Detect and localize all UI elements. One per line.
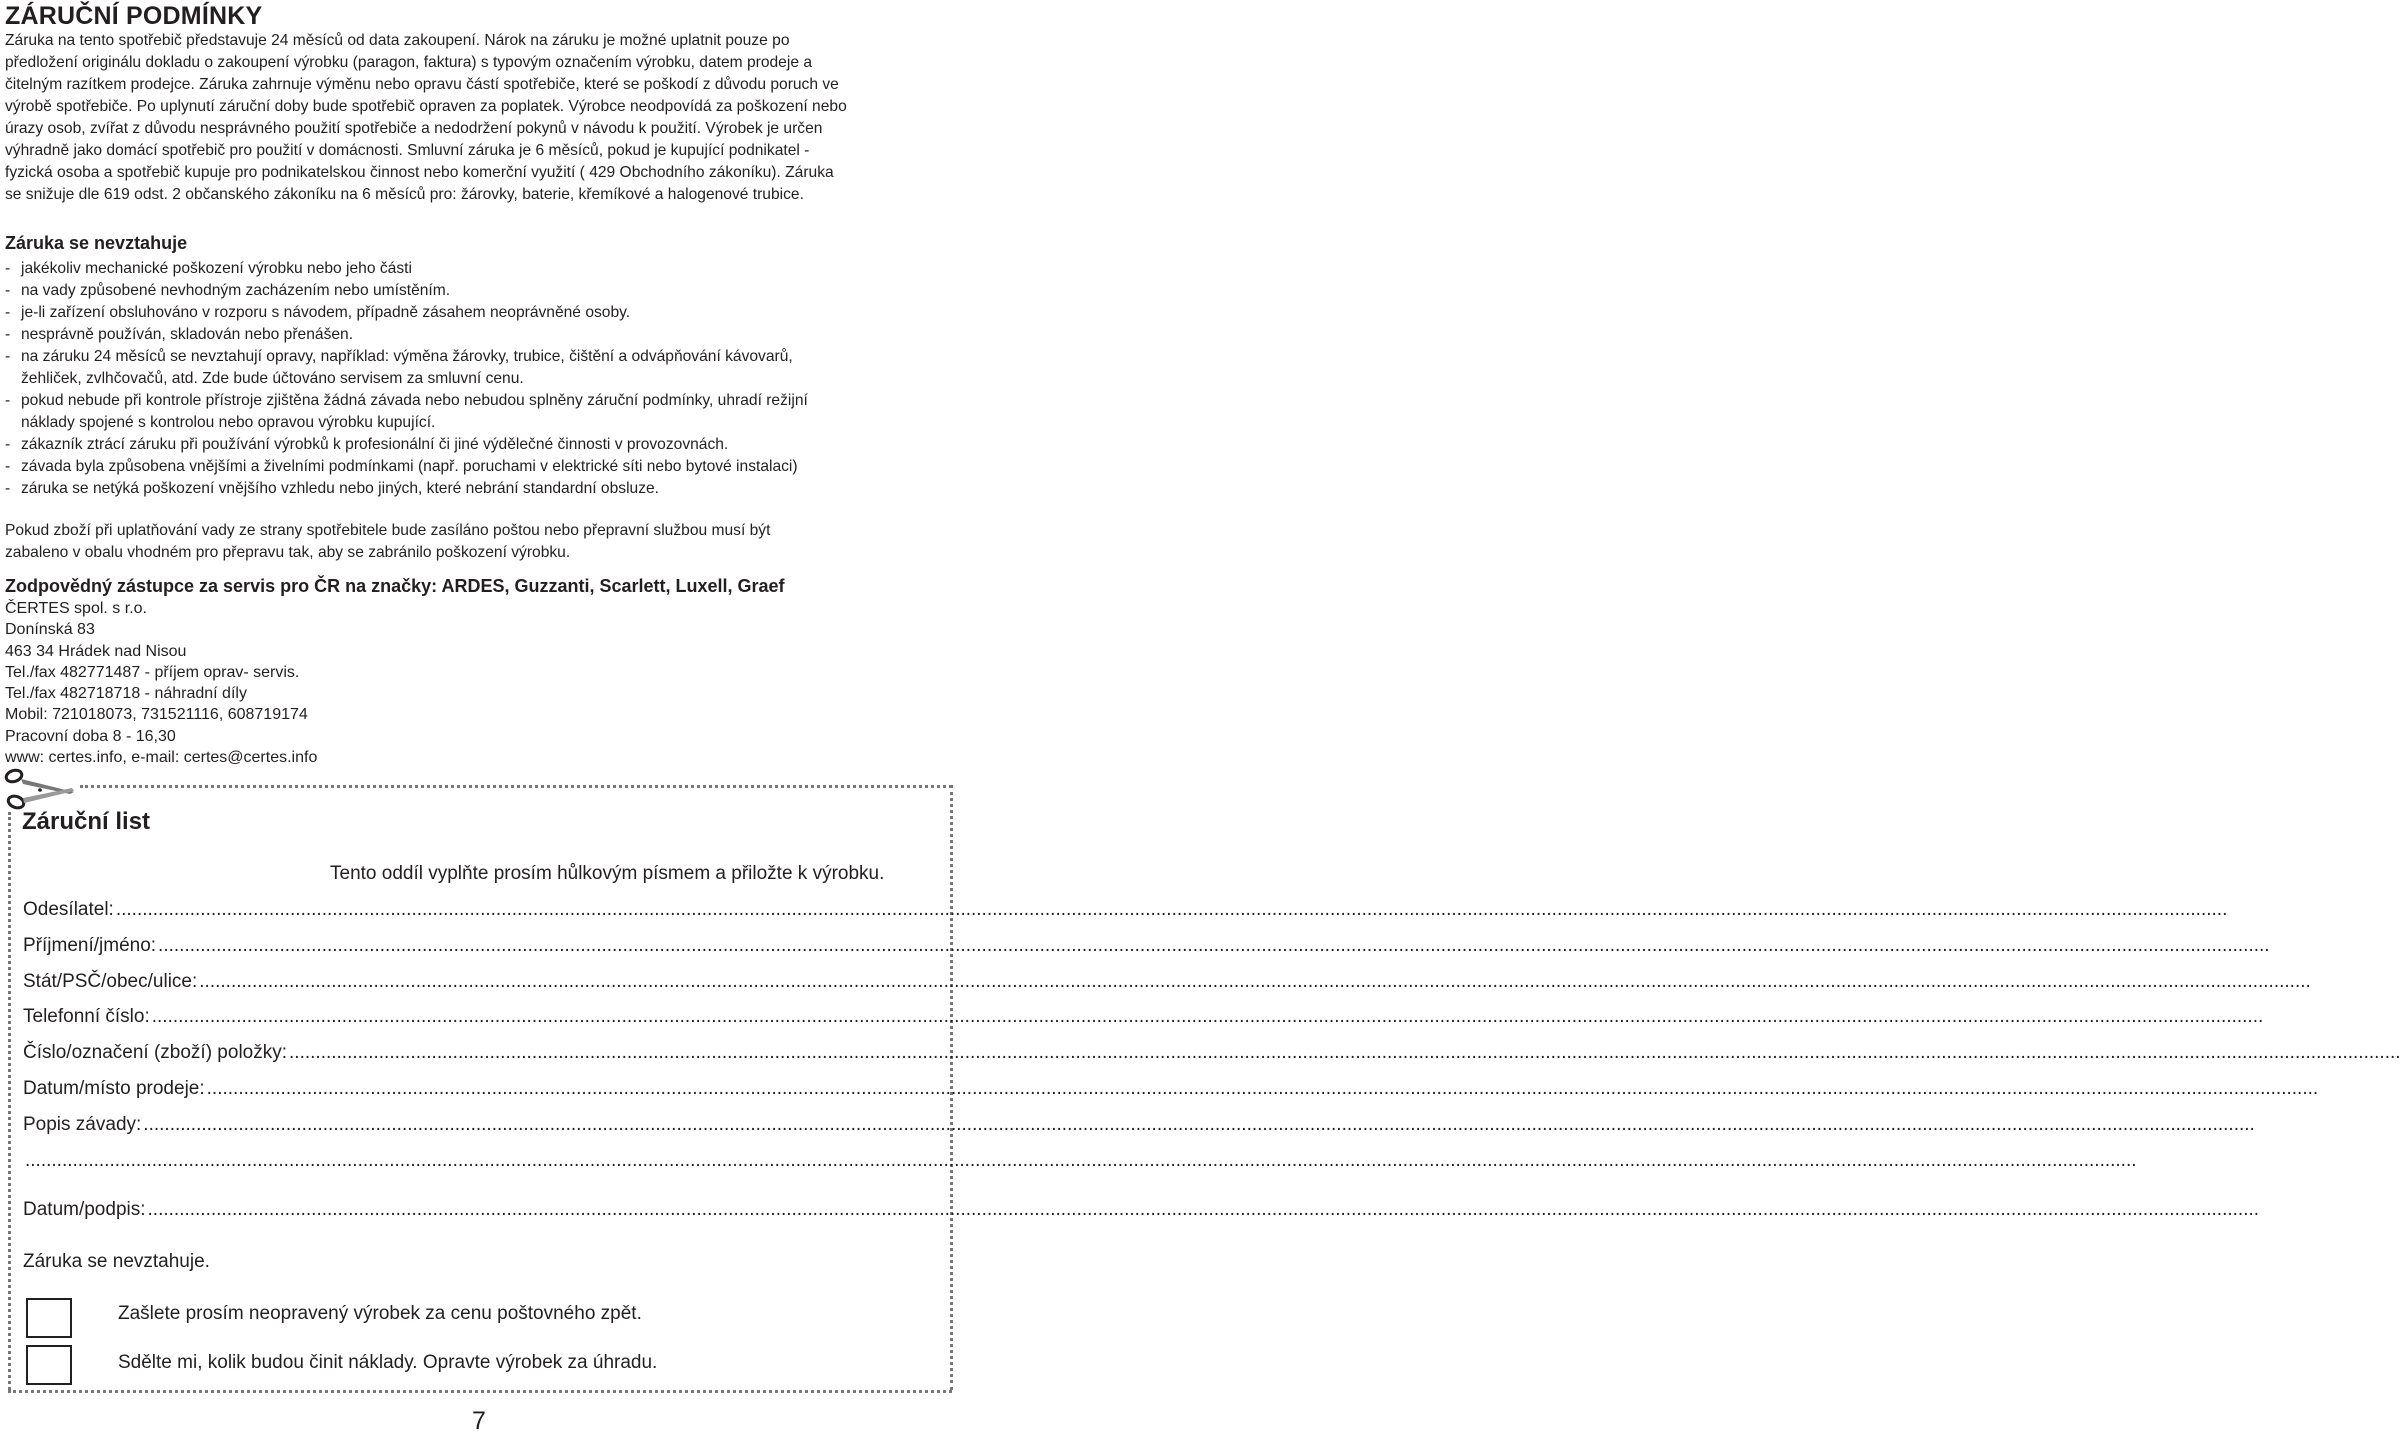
shipping-paragraph-line: zabaleno v obalu vhodném pro přepravu tak, aby se zabránilo poškození výrobku. — [5, 544, 571, 561]
exclusion-dash: - — [5, 304, 11, 321]
coupon-field-dotted-line: ................................................................................................................................................................................................................................................................................................................................................................................................................ — [115, 899, 2228, 920]
exclusion-text: jakékoliv mechanické poškození výrobku nebo jeho části — [21, 260, 412, 277]
exclusion-text: žehliček, zvlhčovačů, atd. Zde bude účtováno servisem za smluvní cenu. — [21, 370, 524, 387]
coupon-field-label: Telefonní číslo: — [23, 1006, 150, 1027]
coupon-top-border — [80, 785, 952, 788]
coupon-field[interactable] — [23, 1078, 2319, 1100]
exclusion-text: pokud nebude při kontrole přístroje zjištěna žádná závada nebo nebudou splněny záruční podmínky, uhradí režijní — [21, 392, 808, 409]
shipping-paragraph-line: Pokud zboží při uplatňování vady ze strany spotřebitele bude zasíláno poštou nebo přepravní službou musí být — [5, 522, 771, 539]
coupon-field[interactable] — [23, 1042, 2401, 1064]
warranty-paragraph-line: Záruka na tento spotřebič představuje 24 měsíců od data zakoupení. Nárok na záruku je možné uplatnit pouze po — [5, 32, 790, 49]
coupon-field-label: Příjmení/jméno: — [23, 935, 157, 956]
coupon-field[interactable] — [23, 1150, 2137, 1172]
service-contact-line: Donínská 83 — [5, 621, 95, 639]
exclusion-item — [5, 346, 808, 390]
coupon-field-dotted-line: ................................................................................................................................................................................................................................................................................................................................................................................................................ — [199, 971, 2311, 992]
exclusion-item — [5, 390, 808, 434]
coupon-field-dotted-line: ................................................................................................................................................................................................................................................................................................................................................................................................................ — [147, 1199, 2260, 1220]
coupon-field-label: Popis závady: — [23, 1114, 142, 1135]
exclusion-text: je-li zařízení obsluhováno v rozporu s návodem, případně zásahem neoprávněné osoby. — [21, 304, 631, 321]
service-contact-line: www: certes.info, e-mail: certes@certes.info — [5, 749, 318, 767]
exclusion-text: na vady způsobené nevhodným zacházením nebo umístěním. — [21, 282, 451, 299]
exclusion-dash: - — [5, 326, 11, 343]
scissors-icon — [2, 768, 76, 812]
exclusion-dash: - — [5, 458, 11, 475]
exclusion-dash: - — [5, 348, 11, 365]
coupon-field-label: Číslo/označení (zboží) položky: — [23, 1042, 288, 1063]
exclusion-text: nesprávně používán, skladován nebo přenášen. — [21, 326, 354, 343]
exclusion-text: závada byla způsobena vnějšími a živelními podmínkami (např. poruchami v elektrické síti nebo bytové instalaci) — [21, 458, 798, 475]
coupon-not-covered: Záruka se nevztahuje. — [23, 1251, 210, 1272]
service-heading: Zodpovědný zástupce za servis pro ČR na značky: ARDES, Guzzanti, Scarlett, Luxell, Graef — [5, 576, 785, 596]
exclusions-list — [5, 258, 808, 500]
warranty-paragraph-line: výrobě spotřebiče. Po uplynutí záruční doby bude spotřebič opraven za poplatek. Výrobce neodpovídá za poškození nebo — [5, 98, 847, 115]
exclusion-item — [5, 478, 808, 500]
coupon-field[interactable] — [23, 935, 2270, 957]
coupon-field-dotted-line: ................................................................................................................................................................................................................................................................................................................................................................................................................ — [25, 1150, 2137, 1171]
coupon-field[interactable] — [23, 1114, 2255, 1136]
warranty-paragraph-line: předložení originálu dokladu o zakoupení výrobku (paragon, faktura) s typovým označením výrobku, datem prodeje a — [5, 54, 812, 71]
coupon-left-border — [8, 812, 11, 1390]
coupon-field-label: Datum/místo prodeje: — [23, 1078, 205, 1099]
coupon-field-dotted-line: ................................................................................................................................................................................................................................................................................................................................................................................................................ — [151, 1006, 2264, 1027]
coupon-bottom-border — [8, 1390, 952, 1393]
coupon-field[interactable] — [23, 899, 2228, 921]
service-contact-line: ČERTES spol. s r.o. — [5, 600, 147, 617]
service-contact — [5, 598, 317, 768]
exclusion-text: záruka se netýká poškození vnějšího vzhledu nebo jiných, které nebrání standardní obsluze. — [21, 480, 660, 497]
exclusion-item — [5, 258, 808, 280]
exclusion-text: na záruku 24 měsíců se nevztahují opravy, například: výměna žárovky, trubice, čištění a odvápňování kávovarů, — [21, 348, 793, 365]
service-contact-line: Tel./fax 482771487 - příjem oprav- servis. — [5, 663, 300, 681]
coupon-field-dotted-line: ................................................................................................................................................................................................................................................................................................................................................................................................................ — [158, 935, 2270, 956]
page-title: ZÁRUČNÍ PODMÍNKY — [5, 2, 263, 30]
service-contact-line: Pracovní doba 8 - 16,30 — [5, 727, 176, 745]
coupon-field-label: Odesílatel: — [23, 899, 114, 920]
option-label-return-unrepaired: Zašlete prosím neopravený výrobek za cenu poštovného zpět. — [118, 1303, 642, 1324]
warranty-paragraph-line: úrazy osob, zvířat z důvodu nesprávného použití spotřebiče a nedodržení pokynů v návodu k použití. Výrobek je určen — [5, 120, 823, 137]
option-checkbox-quote-and-repair[interactable] — [26, 1345, 72, 1385]
service-contact-line: Mobil: 721018073, 731521116, 608719174 — [5, 706, 308, 724]
coupon-field[interactable] — [23, 1199, 2260, 1221]
exclusion-item — [5, 280, 808, 302]
exclusion-item — [5, 456, 808, 478]
exclusion-item — [5, 324, 808, 346]
coupon-field-label: Datum/podpis: — [23, 1199, 146, 1220]
exclusion-dash: - — [5, 282, 11, 299]
service-contact-line: 463 34 Hrádek nad Nisou — [5, 642, 187, 660]
warranty-paragraph-line: se snižuje dle 619 odst. 2 občanského zákoníku na 6 měsíců pro: žárovky, baterie, křemíkové a halogenové trubice. — [5, 186, 804, 203]
coupon-title: Záruční list — [22, 808, 151, 835]
coupon-field-dotted-line: ................................................................................................................................................................................................................................................................................................................................................................................................................ — [289, 1042, 2401, 1063]
option-checkbox-return-unrepaired[interactable] — [26, 1298, 72, 1338]
exclusion-dash: - — [5, 480, 11, 497]
exclusion-dash: - — [5, 392, 11, 409]
exclusion-text: zákazník ztrácí záruku při používání výrobků k profesionální či jiné výdělečné činnosti v provozovnách. — [21, 436, 729, 453]
coupon-field[interactable] — [23, 1006, 2264, 1028]
exclusions-heading: Záruka se nevztahuje — [5, 233, 188, 253]
warranty-paragraph-line: výhradně jako domácí spotřebič pro použití v domácnosti. Smluvní záruka je 6 měsíců, pokud je kupující podnikatel - — [5, 142, 810, 159]
page-number: 7 — [472, 1407, 486, 1435]
coupon-field[interactable] — [23, 971, 2311, 993]
coupon-field-dotted-line: ................................................................................................................................................................................................................................................................................................................................................................................................................ — [143, 1114, 2255, 1135]
coupon-field-label: Stát/PSČ/obec/ulice: — [23, 971, 198, 992]
service-contact-line: Tel./fax 482718718 - náhradní díly — [5, 685, 247, 703]
exclusion-item — [5, 302, 808, 324]
exclusion-text: náklady spojené s kontrolou nebo opravou výrobku kupující. — [21, 414, 436, 431]
exclusion-dash: - — [5, 436, 11, 453]
exclusion-item — [5, 434, 808, 456]
option-label-quote-and-repair: Sdělte mi, kolik budou činit náklady. Opravte výrobek za úhradu. — [118, 1352, 658, 1373]
warranty-paragraph-line: fyzická osoba a spotřebič kupuje pro podnikatelskou činnost nebo komerční využití ( 429 Obchodního zákoníku). Záruka — [5, 164, 834, 181]
coupon-instruction: Tento oddíl vyplňte prosím hůlkovým písmem a přiložte k výrobku. — [330, 863, 885, 884]
exclusion-dash: - — [5, 260, 11, 277]
warranty-paragraph-line: čitelným razítkem prodejce. Záruka zahrnuje výměnu nebo opravu částí spotřebiče, které se poškodí z důvodu poruch ve — [5, 76, 839, 93]
coupon-field-dotted-line: ................................................................................................................................................................................................................................................................................................................................................................................................................ — [206, 1078, 2319, 1099]
